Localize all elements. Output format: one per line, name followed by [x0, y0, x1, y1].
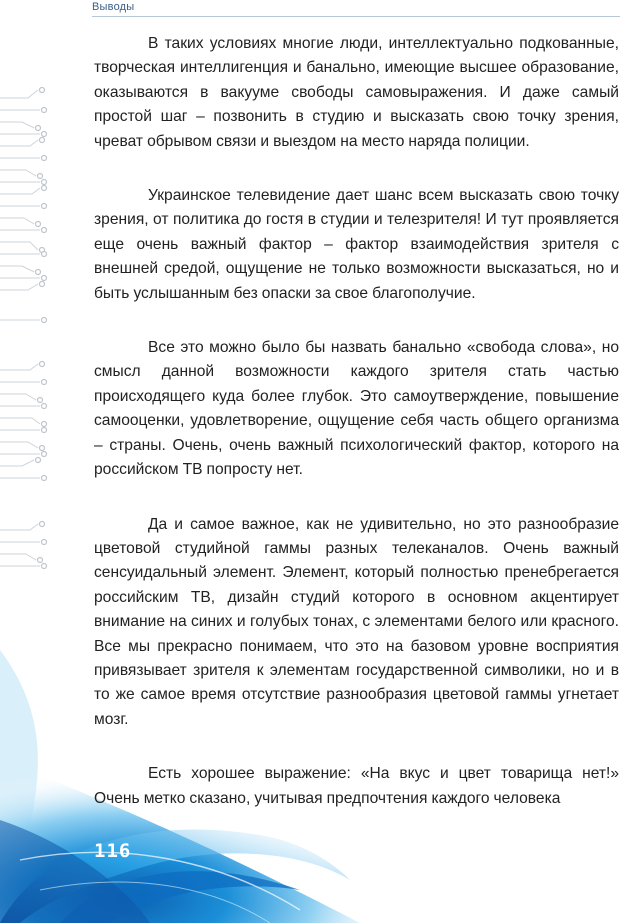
page-header [0, 0, 620, 18]
header-divider [92, 16, 620, 17]
circuit-decoration [0, 80, 60, 580]
paragraph-2: Украинское телевидение дает шанс всем высказать свою точку зрения, от политика до гостя в студии и телезрителя! И тут проявляется еще очень важный фактор – фактор взаимодействия зрителя с внешней средой, ощущение не только возможности высказаться, но и быть услышанным без опаски за свое благополучие. [94, 187, 619, 302]
section-title: Выводы [92, 1, 135, 13]
paragraph-1: В таких условиях многие люди, интеллектуально подкованные, творческая интеллигенция и банально, имеющие высшее образование, оказываются в вакууме свободы самовыражения. И даже самый простой шаг – позвонить в студию и высказать свою точку зрения, чреват обрывом связи и выездом на место наряда полиции. [94, 35, 619, 150]
paragraph-3: Все это можно было бы назвать банально «свобода слова», но смысл данной возможности каждого зрителя стать частью происходящего куда более глубок. Это самоутверждение, повышение самооценки, удовлетворение, ощущение себя часть общего организма – страны. Очень, очень важный психологический фактор, которого на российском ТВ попросту нет. [94, 339, 619, 479]
body-text [94, 32, 619, 811]
paragraph-5: Есть хорошее выражение: «На вкус и цвет товарища нет!» Очень метко сказано, учитывая предпочтения каждого человека [94, 765, 619, 807]
paragraph-4: Да и самое важное, как не удивительно, но это разнообразие цветовой студийной гаммы разных телеканалов. Очень важный сенсуидальный элемент. Элемент, который полностью пренебрегается российским ТВ, дизайн студий которого в основном акцентирует внимание на синих и голубых тонах, с элементами белого или красного. Все мы прекрасно понимаем, что это на базовом уровне восприятия привязывает зрителя к элементам государственной символики, но и в то же самое время отсутствие разнообразия цветовой гаммы угнетает мозг. [94, 515, 619, 728]
page-number: 116 [94, 840, 132, 862]
